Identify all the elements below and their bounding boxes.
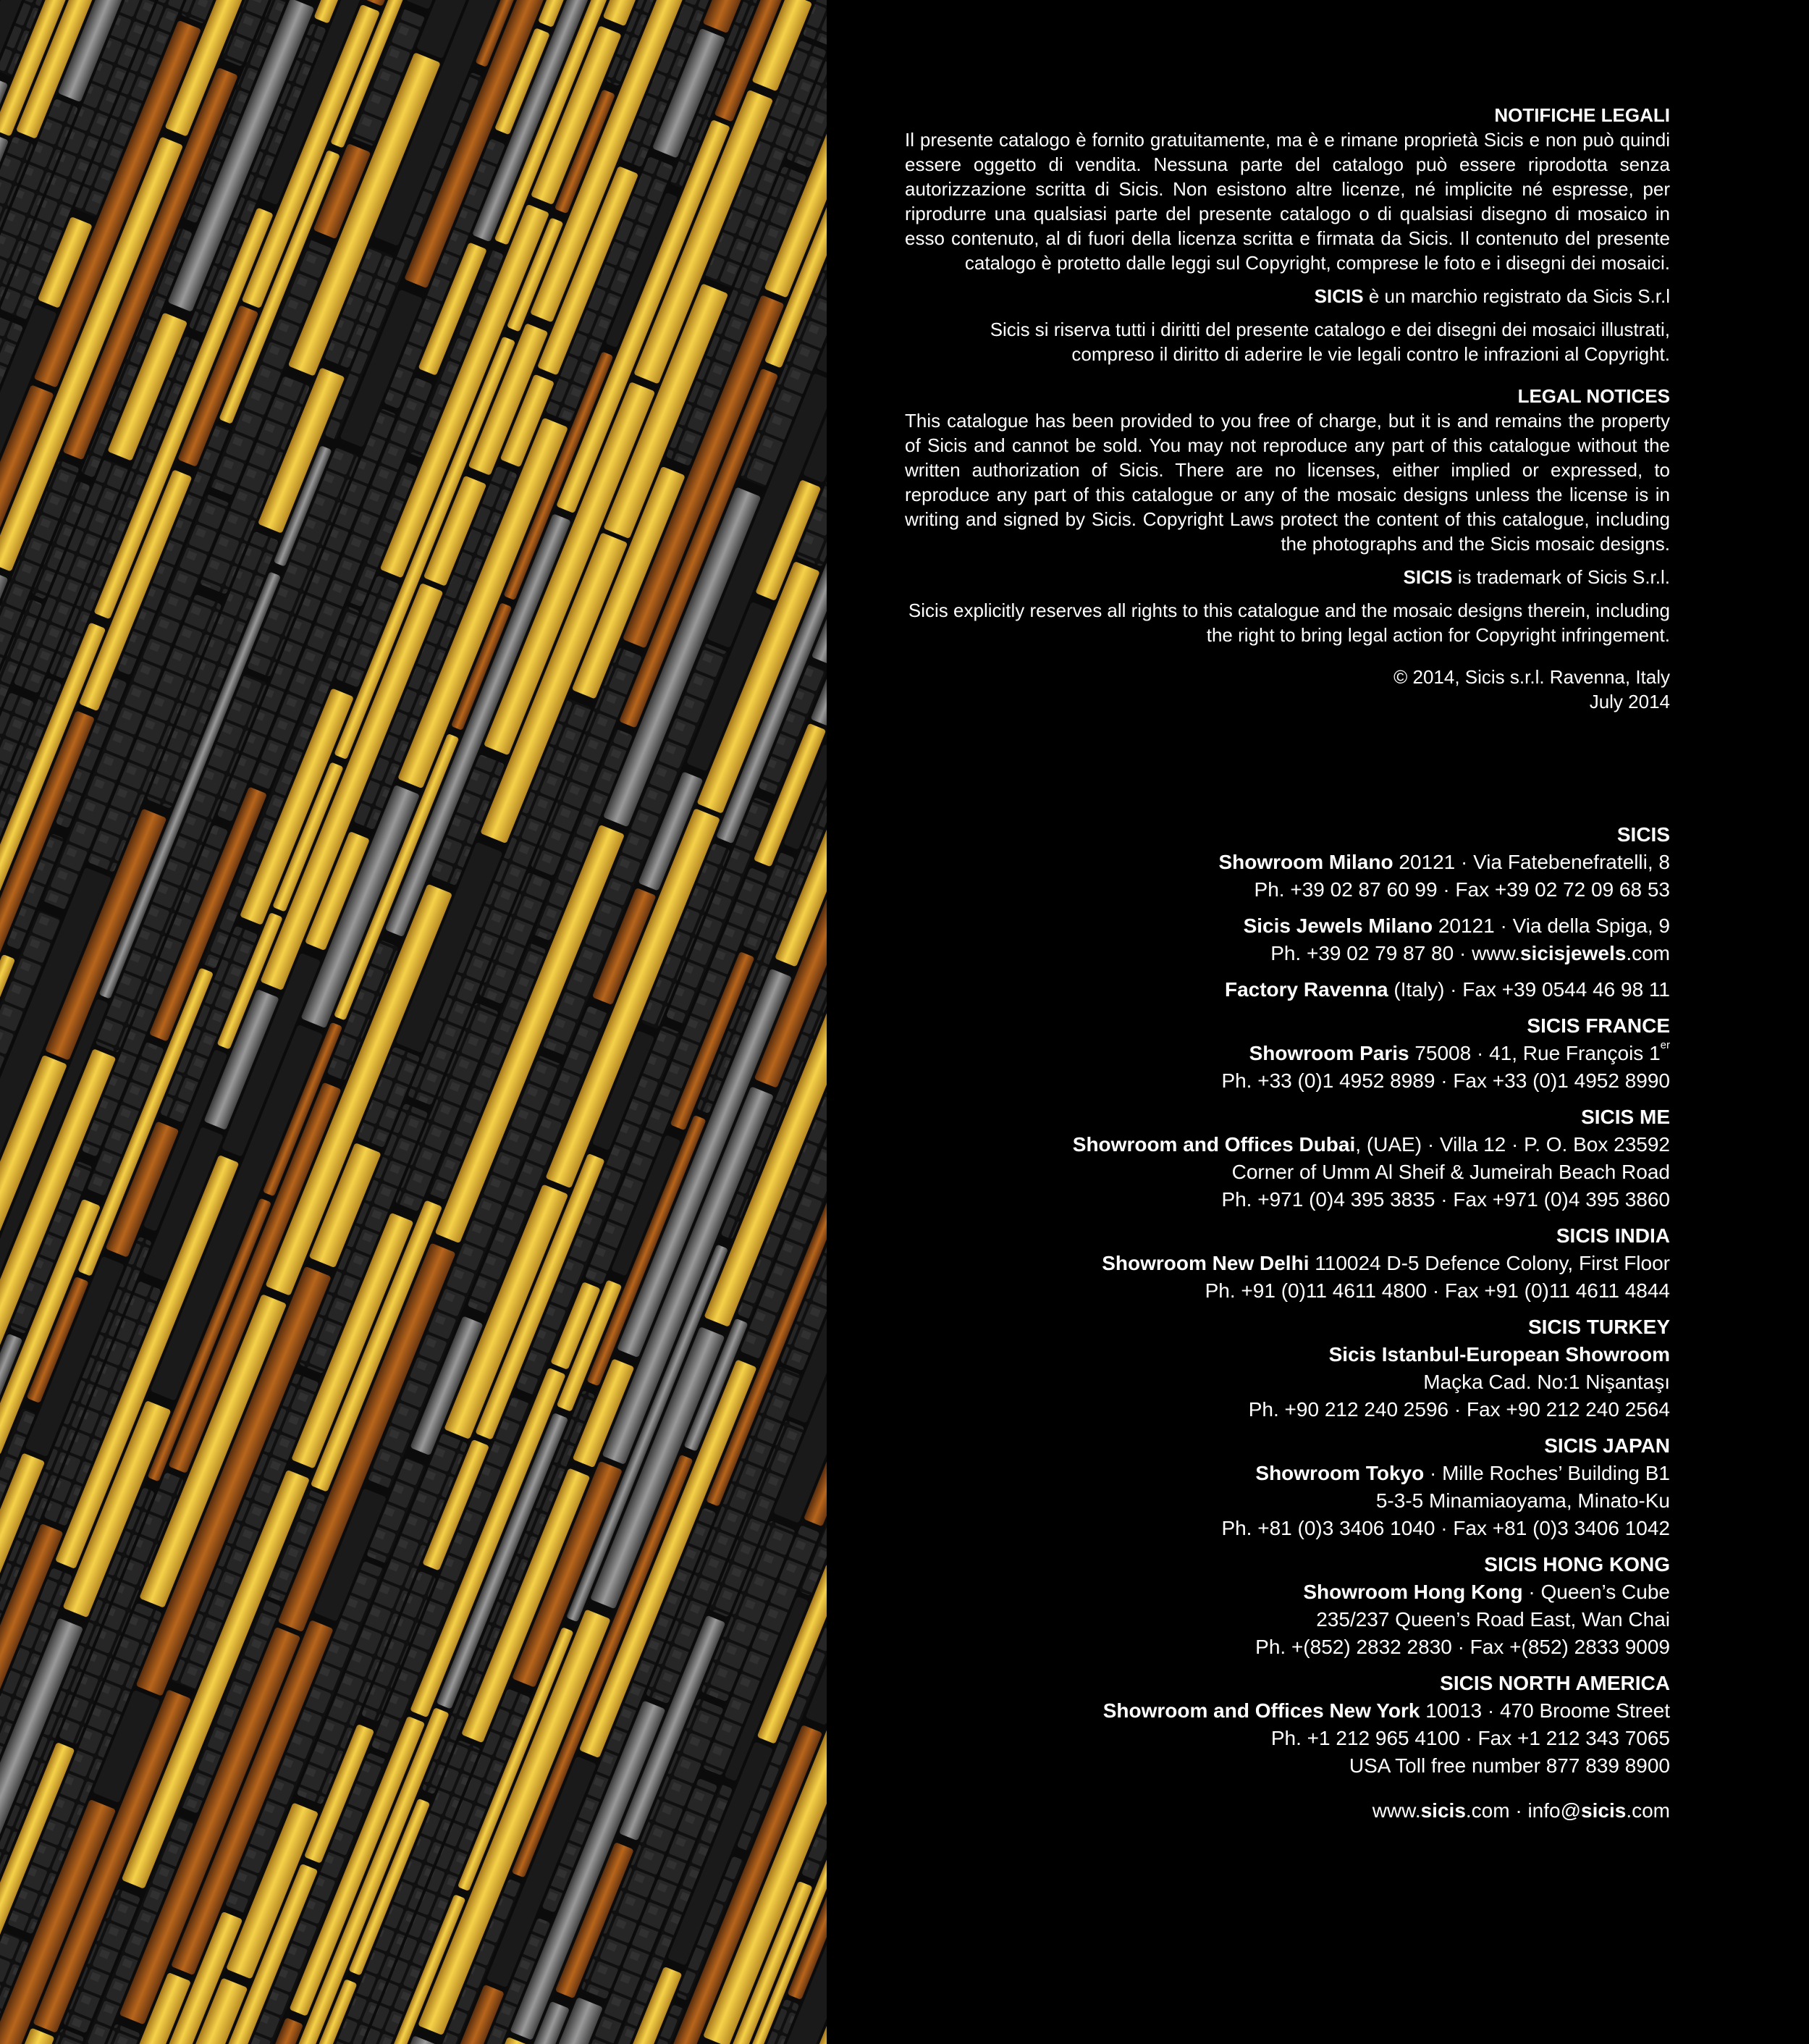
text-column (905, 103, 1670, 1825)
legal-it-heading: NOTIFICHE LEGALI (1494, 104, 1670, 126)
showroom-address: 75008 · 41, Rue François 1 (1409, 1042, 1661, 1064)
legal-notices-english (905, 384, 1670, 647)
contact-heading: SICIS JAPAN (1544, 1434, 1670, 1457)
email-link[interactable]: sicis (1581, 1799, 1627, 1822)
contact-france (905, 1012, 1670, 1095)
factory-fax: (Italy) · Fax +39 0544 46 98 11 (1388, 978, 1670, 1001)
showroom-newyork-tollfree: USA Toll free number 877 839 8900 (1349, 1754, 1670, 1777)
web-contacts (905, 1797, 1670, 1825)
legal-en-body: This catalogue has been provided to you free of charge, but it is and remains the property of Sicis and cannot be sold. You may not reproduce any part of this catalogue without the written authorization of Sicis. There are no licenses, either implied or expressed, to reproduce any part of this catalogue or any of the mosaic designs unless the license is in writing and signed by Sicis. Copyright Laws protect the content of this catalogue, including the photographs and the Sicis mosaic designs. (905, 410, 1670, 555)
factory-ravenna (905, 976, 1670, 1004)
website-link[interactable]: sicisjewels (1519, 942, 1627, 964)
legal-en-trademark (905, 565, 1670, 589)
legal-it-rights: Sicis si riserva tutti i diritti del presente catalogo e dei disegni dei mosaici illustrati, compreso il diritto di aderire le vie legali contro le infrazioni al Copyright. (990, 319, 1670, 365)
showroom-address: · Mille Roches’ Building B1 (1424, 1462, 1670, 1484)
website-link[interactable]: sicis (1420, 1799, 1466, 1822)
copyright-date: July 2014 (1589, 691, 1670, 712)
showroom-milano (905, 849, 1670, 876)
showroom-milano-phone: Ph. +39 02 87 60 99 · Fax +39 02 72 09 68 53 (1254, 878, 1670, 901)
trademark-text: is trademark of Sicis S.r.l. (1452, 566, 1670, 588)
showroom-delhi (905, 1250, 1670, 1277)
mosaic-artwork (0, 0, 827, 2044)
contact-heading: SICIS INDIA (1556, 1224, 1670, 1247)
contact-heading: SICIS TURKEY (1527, 1316, 1670, 1338)
contact-heading: SICIS NORTH AMERICA (1440, 1672, 1670, 1694)
showroom-address: · Queen’s Cube (1522, 1581, 1670, 1603)
legal-notices-italian (905, 103, 1670, 366)
showroom-name: Showroom Paris (1249, 1042, 1409, 1064)
showroom-dubai-address: Corner of Umm Al Sheif & Jumeirah Beach Road (1231, 1161, 1670, 1183)
showroom-tokyo-address: 5-3-5 Minamiaoyama, Minato-Ku (1375, 1489, 1670, 1512)
contact-sicis (905, 821, 1670, 1004)
showroom-hongkong-address: 235/237 Queen’s Road East, Wan Chai (1316, 1608, 1670, 1631)
showroom-dubai (905, 1131, 1670, 1158)
legal-it-body: Il presente catalogo è fornito gratuitamente, ma è e rimane proprietà Sicis e non può quindi essere oggetto di vendita. Nessuna parte del catalogo può essere riprodotta senza autorizzazione scritta di Sicis. Non esistono altre licenze, né implicite né espresse, per riprodurre una qualsiasi parte del presente catalogo o di qualsiasi disegno di mosaico in esso contenuto, al di fuori della licenza scritta e firmata da Sicis. Il contenuto del presente catalogo è protetto dalle leggi sul Copyright, comprese le foto e i disegni dei mosaici. (905, 129, 1670, 274)
contact-heading: SICIS (1616, 823, 1670, 846)
showroom-name: Sicis Jewels Milano (1243, 914, 1433, 937)
contact-india (905, 1222, 1670, 1305)
contact-turkey (905, 1313, 1670, 1423)
showroom-name: Showroom Milano (1218, 851, 1393, 873)
copyright-block (905, 665, 1670, 714)
showroom-address: 20121 · Via della Spiga, 9 (1433, 914, 1670, 937)
contact-heading: SICIS FRANCE (1527, 1014, 1670, 1037)
showroom-tokyo (905, 1460, 1670, 1487)
showroom-istanbul-phone: Ph. +90 212 240 2596 · Fax +90 212 240 2564 (1248, 1398, 1670, 1421)
trademark-brand: SICIS (1314, 285, 1364, 307)
contact-heading: SICIS HONG KONG (1484, 1553, 1670, 1576)
trademark-brand: SICIS (1403, 566, 1453, 588)
jewels-milano (905, 912, 1670, 940)
contact-hongkong (905, 1551, 1670, 1661)
showroom-address: 10013 · 470 Broome Street (1420, 1699, 1670, 1722)
showroom-address: 20121 · Via Fatebenefratelli, 8 (1393, 851, 1670, 873)
legal-it-trademark (905, 284, 1670, 308)
mosaic-strips (0, 0, 827, 2044)
contact-northamerica (905, 1670, 1670, 1780)
showroom-delhi-phone: Ph. +91 (0)11 4611 4800 · Fax +91 (0)11 4611 4844 (1205, 1279, 1670, 1302)
showroom-istanbul-address: Maçka Cad. No:1 Nişantaşı (1423, 1371, 1670, 1393)
showroom-hongkong (905, 1578, 1670, 1606)
showroom-address: , (UAE) · Villa 12 · P. O. Box 23592 (1355, 1133, 1670, 1156)
showroom-name: Showroom and Offices New York (1102, 1699, 1420, 1722)
showroom-newyork (905, 1697, 1670, 1725)
legal-en-heading: LEGAL NOTICES (1517, 385, 1670, 407)
showroom-istanbul: Sicis Istanbul-European Showroom (1328, 1343, 1670, 1366)
contact-heading: SICIS ME (1581, 1106, 1670, 1128)
website-prefix: www. (1372, 1799, 1421, 1822)
showroom-name: Factory Ravenna (1224, 978, 1388, 1001)
showroom-paris (905, 1040, 1670, 1067)
showroom-name: Showroom Hong Kong (1303, 1581, 1523, 1603)
showroom-hongkong-phone: Ph. +(852) 2832 2830 · Fax +(852) 2833 9009 (1255, 1636, 1670, 1658)
showroom-newyork-phone: Ph. +1 212 965 4100 · Fax +1 212 343 7065 (1270, 1727, 1670, 1749)
contact-me (905, 1103, 1670, 1214)
email-suffix: .com (1626, 1799, 1670, 1822)
showroom-tokyo-phone: Ph. +81 (0)3 3406 1040 · Fax +81 (0)3 3406 1042 (1221, 1517, 1670, 1539)
contact-japan (905, 1432, 1670, 1542)
email-prefix: .com · info@ (1465, 1799, 1582, 1822)
showroom-paris-phone: Ph. +33 (0)1 4952 8989 · Fax +33 (0)1 4952 8990 (1221, 1069, 1670, 1092)
jewels-milano-phone (905, 940, 1670, 967)
mosaic-photo (0, 0, 827, 2044)
showroom-dubai-phone: Ph. +971 (0)4 395 3835 · Fax +971 (0)4 395 3860 (1221, 1188, 1670, 1211)
showroom-name: Showroom Tokyo (1255, 1462, 1425, 1484)
showroom-name: Showroom New Delhi (1102, 1252, 1310, 1274)
showroom-name: Showroom and Offices Dubai (1072, 1133, 1356, 1156)
showroom-address: 110024 D-5 Defence Colony, First Floor (1309, 1252, 1670, 1274)
trademark-text: è un marchio registrato da Sicis S.r.l (1363, 285, 1670, 307)
legal-en-rights: Sicis explicitly reserves all rights to this catalogue and the mosaic designs therein, including the right to bring legal action for Copyright infringement. (908, 600, 1670, 646)
superscript: er (1660, 1039, 1670, 1051)
website-suffix: .com (1626, 942, 1670, 964)
copyright-line: © 2014, Sicis s.r.l. Ravenna, Italy (1393, 666, 1670, 688)
phone-text: Ph. +39 02 79 87 80 · www. (1270, 942, 1520, 964)
